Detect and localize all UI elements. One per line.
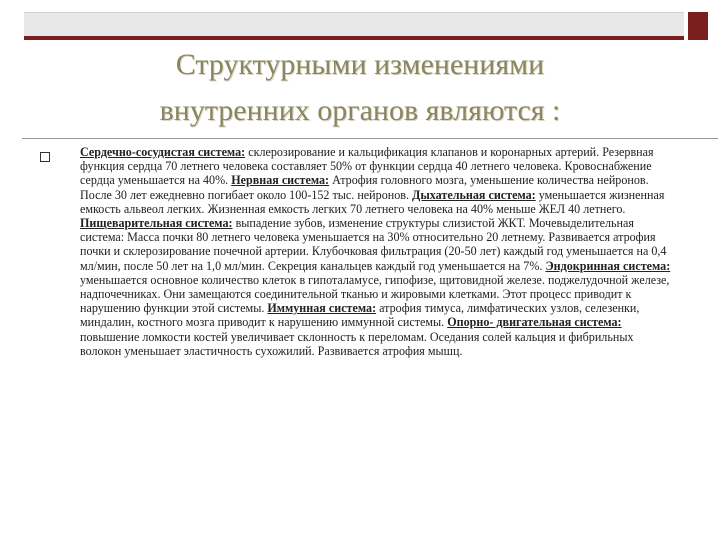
header-accent-line [24, 36, 684, 40]
section-text-nervous: Атрофия головного мозга, уменьшение количества нейронов. После 30 лет ежедневно погибает около 100-152 тыс. нейронов. [80, 173, 649, 202]
section-heading-respiratory: Дыхательная система: [412, 187, 536, 202]
section-text-respiratory: уменьшается жизненная емкость альвеол легких. Жизненная емкость легких 70 летнего человека на 40% меньше ЖЕЛ 40 летнего. [80, 187, 665, 216]
title-line-1: Структурными изменениями [175, 48, 545, 81]
section-text-musculoskeletal: повышение ломкости костей увеличивает склонность к переломам. Оседания солей кальция и фибрильных волокон уменьшает эластичность сухожилий. Развивается атрофия мышц. [80, 329, 634, 358]
section-heading-cardiovascular: Сердечно-сосудистая система: [80, 145, 246, 159]
section-heading-endocrine: Эндокринная система: [545, 258, 671, 273]
section-heading-immune: Иммунная система: [267, 301, 377, 316]
section-text-immune: атрофия тимуса, лимфатических узлов, селезенки, миндалин, костного мозга приводит к нарушению иммунной системы. [80, 301, 640, 330]
section-heading-musculoskeletal: Опорно- двигательная система: [447, 315, 622, 330]
section-heading-digestive: Пищеварительная система: [80, 216, 233, 231]
corner-accent-block [688, 12, 708, 40]
square-bullet-icon [40, 152, 50, 162]
section-text-digestive: выпадение зубов, изменение структуры слизистой ЖКТ. Мочевыделительная система: Масса почки 80 летнего человека уменьшается на 30% относительно 20 летнему. Развивается атрофия почки и склерозирование почечной артерии. Клубочковая фильтрация (20-50 лет) каждый год уменьшается на 0,4 мл/мин, после 50 лет на 1,0 мл/мин. Секреция канальцев каждый год уменьшается на 7%. [80, 216, 667, 273]
body-paragraph [80, 145, 676, 358]
title-divider [22, 138, 718, 139]
header-bar [24, 12, 684, 37]
section-text-cardiovascular: склерозирование и кальцификация клапанов и коронарных артерий. Резервная функция сердца 70 летнего человека составляет 50% от функции сердца 40 летнего человека. Кровоснабжение сердца уменьшается на 40%. [80, 145, 654, 188]
section-heading-nervous: Нервная система: [231, 173, 330, 188]
title-line-2: внутренних органов являются : [159, 94, 561, 127]
section-text-endocrine: уменьшается основное количество клеток в гипоталамусе, гипофизе, щитовидной железе. поджелудочной железе, надпочечниках. Они замещаются соединительной тканью и жировыми клетками. Этот процесс приводит к нарушению функции этой системы. [80, 272, 670, 316]
slide-title [60, 42, 660, 134]
